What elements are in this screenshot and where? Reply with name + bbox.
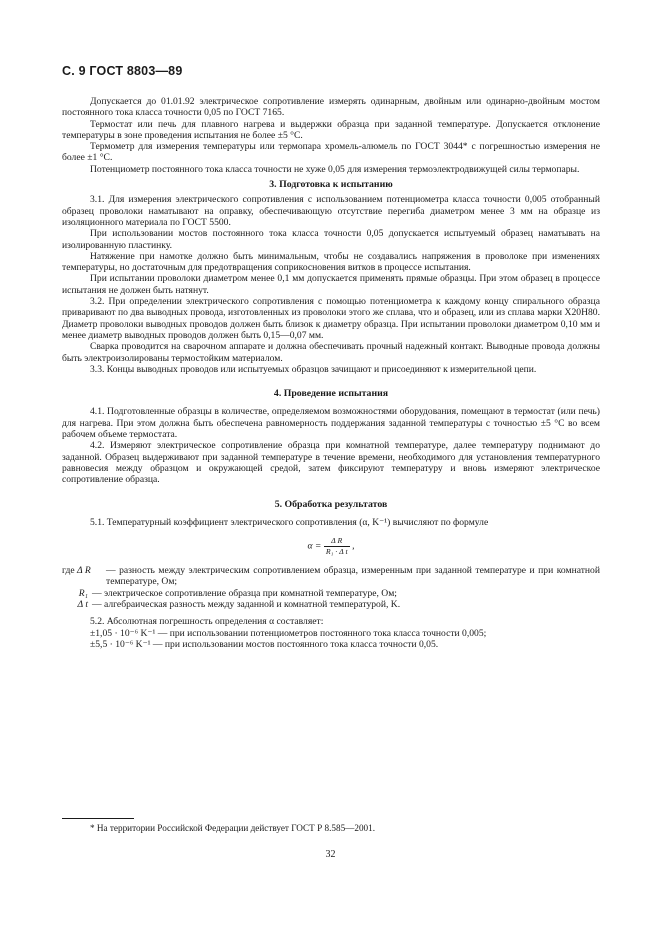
definition-text: — электрическое сопротивление образца при комнатной температуре, Ом; — [92, 587, 397, 599]
section-3-paragraph: 3.1. Для измерения электрического сопротивления с использованием потенциометра класса точности 0,005 отобранный образец проволоки наматывают на оправку, обеспечивающую отсутствие перегиба диаметром менее 3 мм на образце из изоляционного материала по ГОСТ 5500. — [62, 194, 600, 228]
section-3-paragraph: Натяжение при намотке должно быть минимальным, чтобы не создавались напряжения в проволоке при изменениях температуры, но достаточным для предотвращения соприкосновения витков в процессе испытания. — [62, 250, 600, 274]
footnote-divider — [62, 818, 134, 819]
formula-tail: , — [352, 540, 355, 552]
section-4-paragraph: 4.2. Измеряют электрическое сопротивление образца при комнатной температуре, далее температуру поднимают до заданной. Образец выдерживают при заданной температуре в течение времени, необходимого для установления температурного равновесия между образцом и окружающей средой, затем фиксируют температуру и вновь измеряют электрическое сопротивление образца. — [62, 440, 600, 486]
definition-text: — разность между электрическим сопротивлением образца, измеренным при заданной температуре и при комнатной температуре, Ом; — [106, 565, 600, 588]
formula-denominator: R₁ · Δ t — [325, 547, 348, 557]
formula-fraction — [324, 536, 350, 557]
definition-row — [62, 588, 600, 599]
formula-numerator: Δ R — [324, 536, 350, 547]
formula-lhs: α = — [307, 540, 322, 552]
intro-paragraph: Допускается до 01.01.92 электрическое сопротивление измерять одинарным, двойным или одинарно-двойным мостом постоянного тока класса точности 0,05 по ГОСТ 7165. — [62, 96, 600, 119]
error-line: ±1,05 · 10⁻⁶ K⁻¹ — при использовании потенциометров постоянного тока класса точности 0,005; — [90, 627, 487, 639]
page-number: 32 — [325, 849, 336, 860]
definition-row — [62, 565, 600, 588]
section-5-paragraph: 5.2. Абсолютная погрешность определения α составляет: — [90, 616, 324, 628]
intro-paragraph: Термометр для измерения температуры или термопара хромель-алюмель по ГОСТ 3044* с погрешностью измерения не более ±1 °С. — [62, 141, 600, 164]
section-5-title: 5. Обработка результатов — [274, 498, 388, 510]
document-body — [62, 96, 600, 650]
section-3-title: 3. Подготовка к испытанию — [269, 179, 393, 191]
error-line: ±5,5 · 10⁻⁶ K⁻¹ — при использовании мостов постоянного тока класса точности 0,05. — [90, 638, 439, 650]
intro-paragraph: Потенциометр постоянного тока класса точности не хуже 0,05 для измерения термоэлектродвижущей силы термопары. — [90, 163, 580, 175]
footnote: * На территории Российской Федерации действует ГОСТ Р 8.585—2001. — [90, 823, 376, 833]
section-3-paragraph: При использовании мостов постоянного тока класса точности 0,05 допускается испытуемый образец наматывать на изолированную пластинку. — [62, 228, 600, 251]
section-3-paragraph: При испытании проволоки диаметром менее 0,1 мм допускается применять прямые образцы. При этом образец в процессе испытания не должен быть натянут. — [62, 273, 600, 296]
section-5-paragraph: 5.1. Температурный коэффициент электрического сопротивления (α, K⁻¹) вычисляют по формуле — [90, 516, 489, 528]
intro-paragraph: Термостат или печь для плавного нагрева и выдержки образца при заданной температуре. Допускается отклонение температуры в зоне проведения испытания не более ±5 °С. — [62, 118, 600, 141]
section-4-title: 4. Проведение испытания — [273, 388, 389, 400]
section-3-paragraph: Сварка проводится на сварочном аппарате и должна обеспечивать прочный надежный контакт. Выводные провода должны быть электроизолированы термостойким материалом. — [62, 341, 600, 364]
definitions-list — [62, 565, 600, 610]
section-3-paragraph: 3.3. Концы выводных проводов или испытуемых образцов зачищают и присоединяют к измерительной цепи. — [90, 363, 537, 375]
definition-symbol: R₁ — [78, 587, 88, 599]
definition-row — [62, 599, 600, 610]
section-3-paragraph: 3.2. При определении электрического сопротивления с помощью потенциометра к каждому концу спирального образца приваривают по два выводных провода, изготовленных из проволоки этого же сплава, что и образец, или из сплава марки Х20Н80. Диаметр проволоки выводных проводов должен быть близок к диаметру образца. При испытании проволоки диаметром 0,10 мм и менее диаметр выводных проводов должен быть 0,15—0,07 мм. — [62, 296, 600, 341]
definition-symbol: Δ t — [77, 598, 88, 610]
section-4-paragraph: 4.1. Подготовленные образцы в количестве, определяемом возможностями оборудования, помещают в термостат (или печь) для нагрева. При этом должна быть обеспечена равномерность поддержания заданной температуры с точностью ±5 °С во всем рабочем объеме термостата. — [62, 406, 600, 441]
page-header: С. 9 ГОСТ 8803—89 — [62, 64, 183, 78]
definition-text: — алгебраическая разность между заданной и комнатной температурой, K. — [92, 598, 401, 610]
definition-symbol: где Δ R — [62, 565, 91, 577]
formula — [62, 536, 600, 557]
